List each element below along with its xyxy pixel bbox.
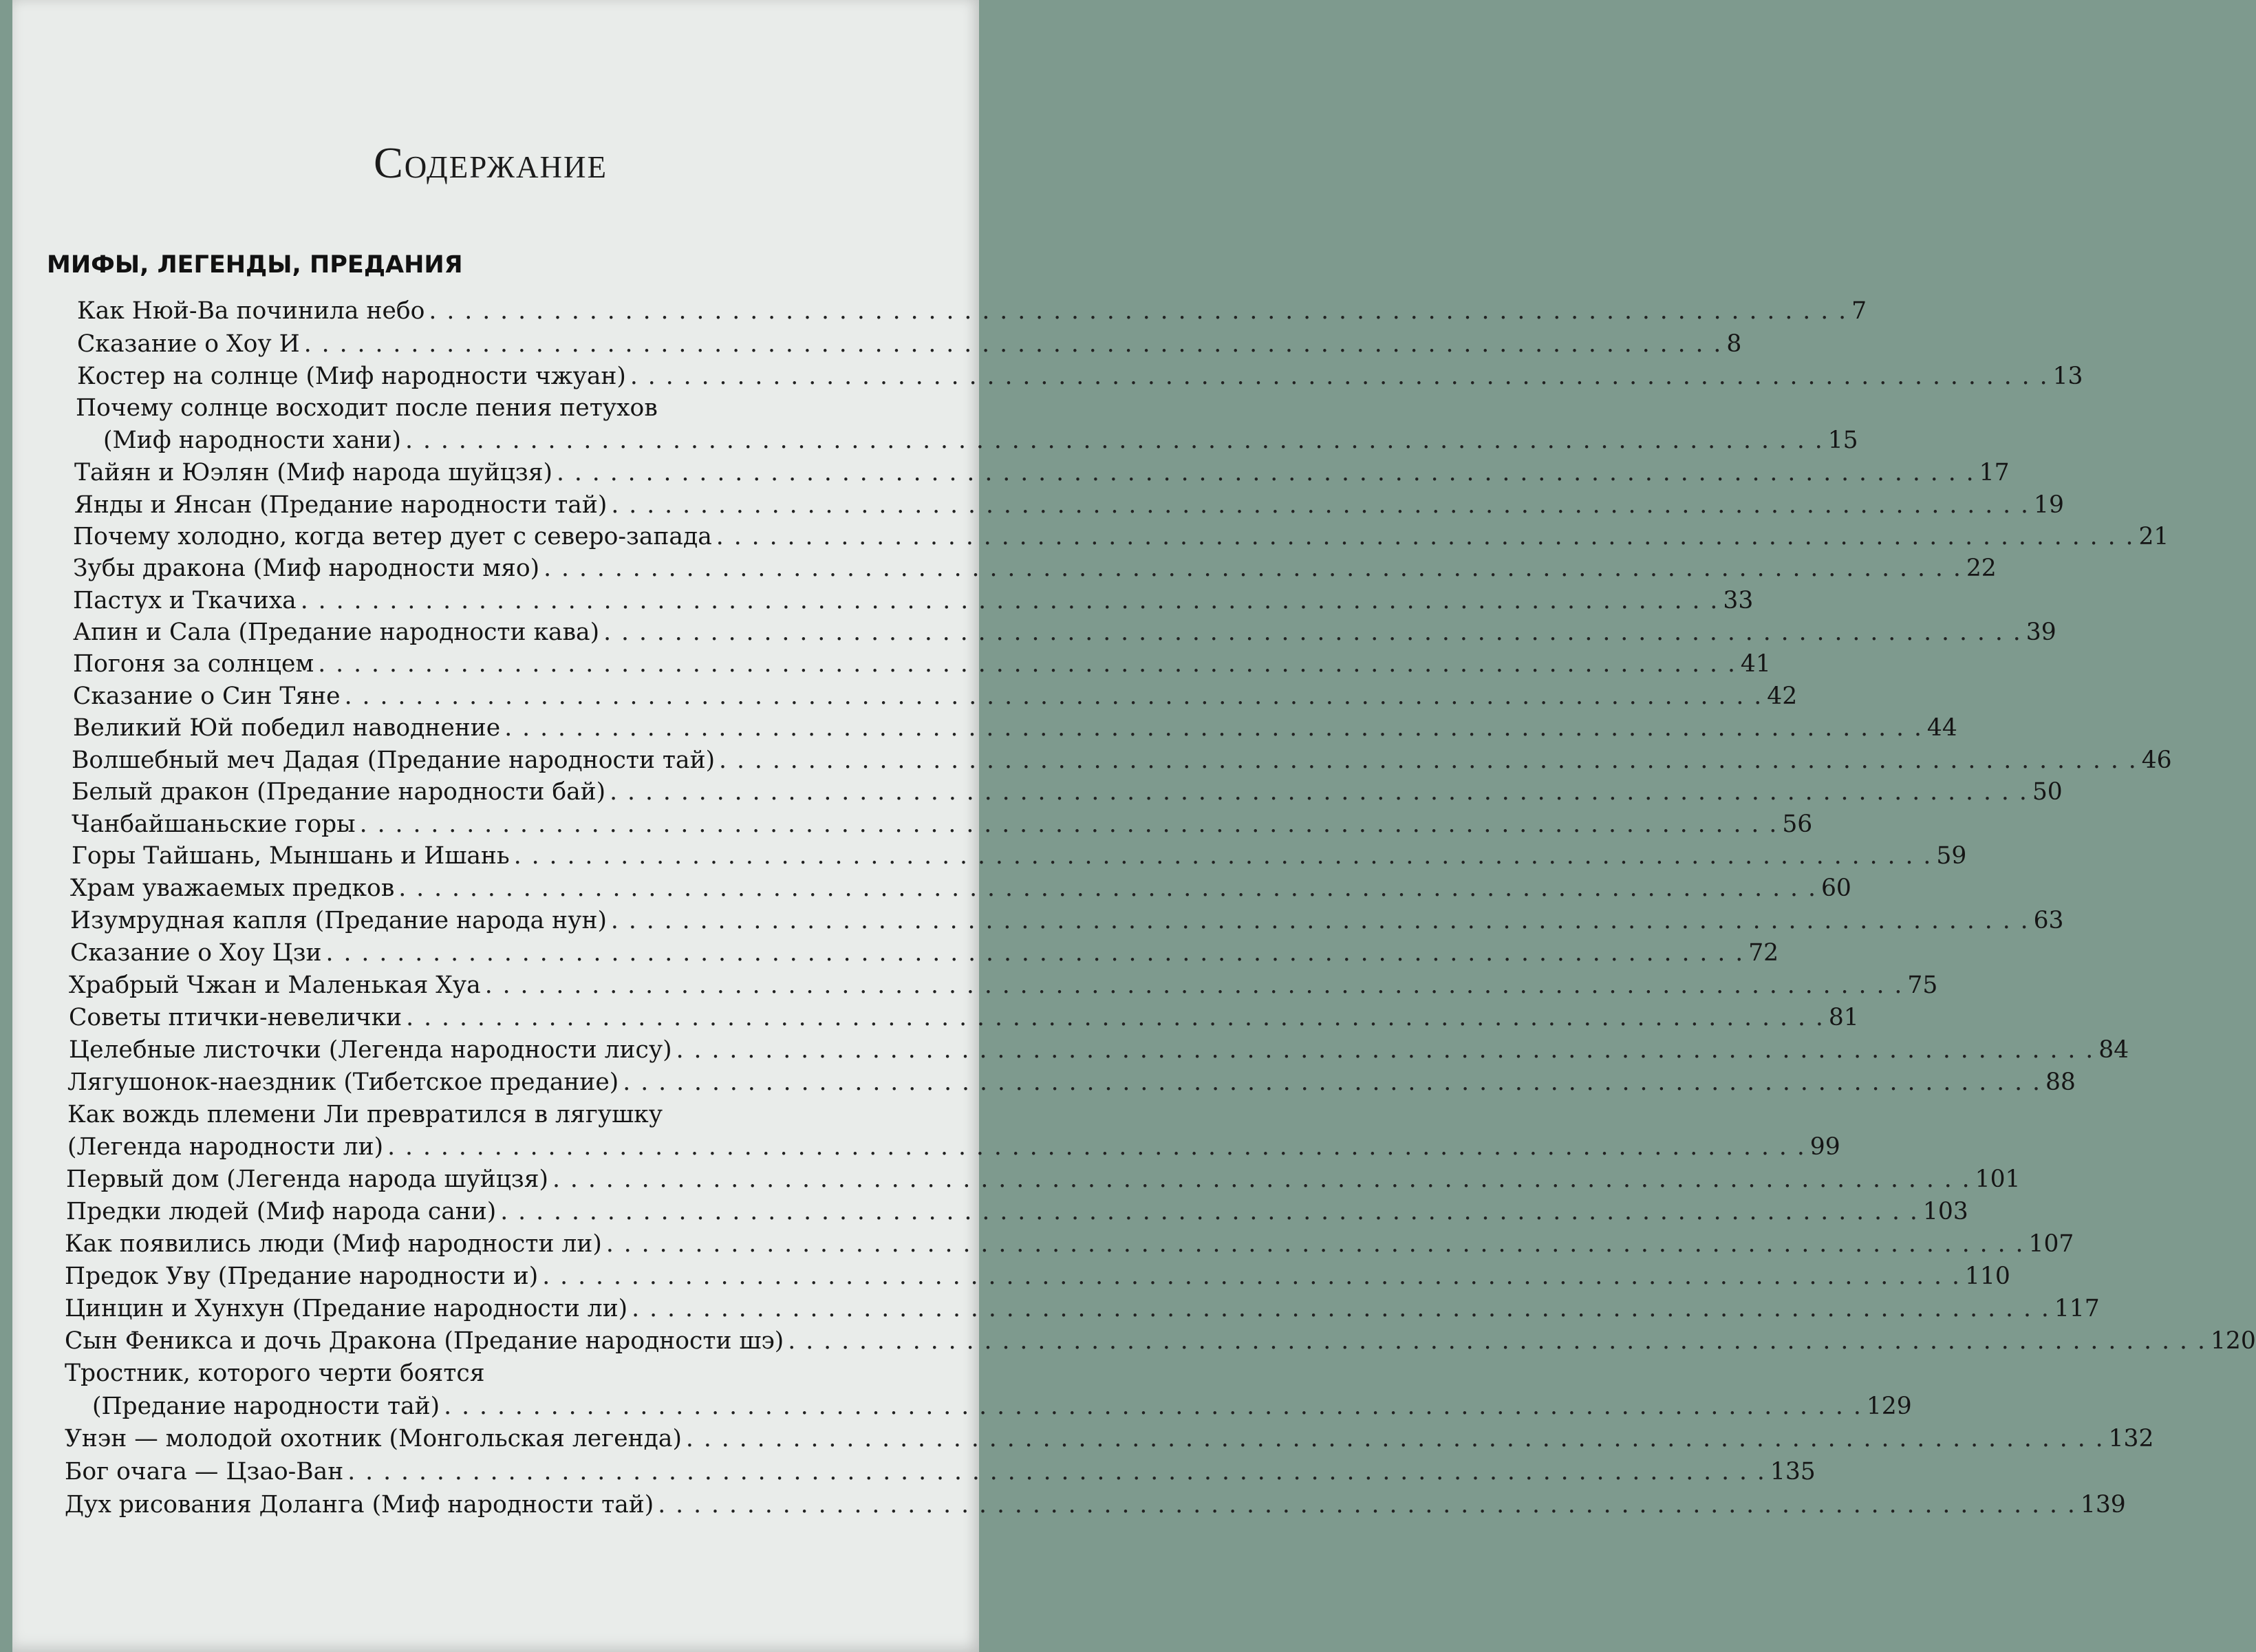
toc-entry-title: Изумрудная капля (Предание народа нун) <box>70 907 607 934</box>
toc-entry-title: Лягушонок-наездник (Тибетское предание) <box>67 1069 619 1096</box>
toc-page-number: 63 <box>2033 907 2064 934</box>
toc-page-number: 39 <box>2026 619 2056 646</box>
toc-entry-first-line: Почему солнце восходит после пения петухов <box>76 394 658 422</box>
toc-entry-title: Тайян и Юэлян (Миф народа шуйцзя) <box>74 459 552 486</box>
toc-entry <box>70 907 2064 934</box>
toc-entry <box>73 714 1957 742</box>
toc-leader-dots: . . . . . . . . . . . . . . . . . . . . . . . . . . . . . . . . . . . . . . . . . . . . . . . . . . . . . . . . . . . . . . . . . . . . . . . . . . . . . . . . <box>542 1263 1961 1290</box>
toc-entry <box>69 1004 1859 1031</box>
toc-leader-dots: . . . . . . . . . . . . . . . . . . . . . . . . . . . . . . . . . . . . . . . . . . . . . . . . . . . . . . . . . . . . . . . . . . . . . . . . . . . . . . . . <box>513 842 1933 870</box>
toc-entry-title: Белый дракон (Предание народности бай) <box>72 778 606 806</box>
toc-entry <box>72 778 2063 806</box>
toc-entry-title: Апин и Сала (Предание народности кава) <box>73 619 600 646</box>
toc-leader-dots: . . . . . . . . . . . . . . . . . . . . . . . . . . . . . . . . . . . . . . . . . . . . . . . . . . . . . . . . . . . . . . . . . . . . . . . . . . . . . . . . <box>610 907 2030 934</box>
page-title: Содержание <box>374 138 608 187</box>
toc-page-number: 101 <box>1975 1166 2021 1193</box>
toc-entry <box>72 747 2172 774</box>
toc-page-number: 139 <box>2080 1491 2126 1519</box>
toc-entry <box>65 1327 2256 1355</box>
toc-leader-dots: . . . . . . . . . . . . . . . . . . . . . . . . . . . . . . . . . . . . . . . . . . . . . . . . . . . . . . . . . . . . . . . . . . . . . . . . . . . . . . . . <box>398 875 1817 902</box>
toc-leader-dots: . . . . . . . . . . . . . . . . . . . . . . . . . . . . . . . . . . . . . . . . . . . . . . . . . . . . . . . . . . . . . . . . . . . . . . . . . . . . . . . . <box>344 683 1763 710</box>
toc-entry <box>70 939 1779 967</box>
toc-entry-title: Костер на солнце (Миф народности чжуан) <box>77 363 626 390</box>
toc-entry <box>65 1458 1816 1485</box>
toc-page-number: 33 <box>1723 587 1754 614</box>
toc-leader-dots: . . . . . . . . . . . . . . . . . . . . . . . . . . . . . . . . . . . . . . . . . . . . . . . . . . . . . . . . . . . . . . . . . . . . . . . . . . . . . . . . <box>429 297 1848 325</box>
toc-entry-title: (Предание народности тай) <box>92 1393 440 1420</box>
section-heading: МИФЫ, ЛЕГЕНДЫ, ПРЕДАНИЯ <box>47 251 463 279</box>
toc-entry <box>70 875 1851 902</box>
toc-entry-title: Унэн — молодой охотник (Монгольская легенда) <box>65 1425 682 1452</box>
toc-entry-title: Целебные листочки (Легенда народности лису) <box>69 1036 672 1064</box>
toc-entry <box>65 1263 2010 1290</box>
toc-leader-dots: . . . . . . . . . . . . . . . . . . . . . . . . . . . . . . . . . . . . . . . . . . . . . . . . . . . . . . . . . . . . . . . . . . . . . . . . . . . . . . . . <box>406 1004 1825 1031</box>
toc-leader-dots: . . . . . . . . . . . . . . . . . . . . . . . . . . . . . . . . . . . . . . . . . . . . . . . . . . . . . . . . . . . . . . . . . . . . . . . . . . . . . . . . <box>603 619 2022 646</box>
toc-entry-title: Чанбайшаньские горы <box>72 811 356 838</box>
toc-entry-title: Храм уважаемых предков <box>70 875 395 902</box>
toc-page-number: 120 <box>2210 1327 2256 1355</box>
toc-page-number: 132 <box>2108 1425 2154 1452</box>
toc-page-number: 56 <box>1782 811 1813 838</box>
toc-entry-title: Храбрый Чжан и Маленькая Хуа <box>69 972 481 999</box>
toc-page-number: 46 <box>2141 747 2172 774</box>
toc-leader-dots: . . . . . . . . . . . . . . . . . . . . . . . . . . . . . . . . . . . . . . . . . . . . . . . . . . . . . . . . . . . . . . . . . . . . . . . . . . . . . . . . <box>719 747 2138 774</box>
toc-leader-dots: . . . . . . . . . . . . . . . . . . . . . . . . . . . . . . . . . . . . . . . . . . . . . . . . . . . . . . . . . . . . . . . . . . . . . . . . . . . . . . . . <box>605 1230 2025 1258</box>
toc-entry <box>73 555 1997 582</box>
toc-entry-title: Великий Юй победил наводнение <box>73 714 501 742</box>
toc-leader-dots: . . . . . . . . . . . . . . . . . . . . . . . . . . . . . . . . . . . . . . . . . . . . . . . . . . . . . . . . . . . . . . . . . . . . . . . . . . . . . . . . <box>544 555 1962 582</box>
toc-page-number: 21 <box>2138 523 2169 550</box>
toc-leader-dots: . . . . . . . . . . . . . . . . . . . . . . . . . . . . . . . . . . . . . . . . . . . . . . . . . . . . . . . . . . . . . . . . . . . . . . . . . . . . . . . . <box>658 1491 2076 1519</box>
toc-entry-title: Волшебный меч Дадая (Предание народности тай) <box>72 747 716 774</box>
toc-entry-title: Сказание о Хоу И <box>77 330 300 358</box>
toc-entry-title: (Миф народности хани) <box>103 427 402 454</box>
toc-page-number: 60 <box>1820 875 1851 902</box>
toc-entry-title: Как Нюй-Ва починила небо <box>77 297 425 325</box>
toc-leader-dots: . . . . . . . . . . . . . . . . . . . . . . . . . . . . . . . . . . . . . . . . . . . . . . . . . . . . . . . . . . . . . . . . . . . . . . . . . . . . . . . . <box>504 714 1923 742</box>
toc-page-number: 84 <box>2098 1036 2129 1064</box>
toc-entry <box>103 427 1858 454</box>
toc-entry-first-line: Тростник, которого черти боятся <box>65 1360 485 1387</box>
toc-leader-dots: . . . . . . . . . . . . . . . . . . . . . . . . . . . . . . . . . . . . . . . . . . . . . . . . . . . . . . . . . . . . . . . . . . . . . . . . . . . . . . . . <box>716 523 2135 550</box>
toc-entry <box>67 1133 1840 1161</box>
toc-leader-dots: . . . . . . . . . . . . . . . . . . . . . . . . . . . . . . . . . . . . . . . . . . . . . . . . . . . . . . . . . . . . . . . . . . . . . . . . . . . . . . . . <box>685 1425 2105 1452</box>
toc-page-number: 81 <box>1828 1004 1859 1031</box>
toc-leader-dots: . . . . . . . . . . . . . . . . . . . . . . . . . . . . . . . . . . . . . . . . . . . . . . . . . . . . . . . . . . . . . . . . . . . . . . . . . . . . . . . . <box>788 1327 2206 1355</box>
toc-page-number: 107 <box>2028 1230 2074 1258</box>
toc-entry-title: Почему холодно, когда ветер дует с северо-запада <box>73 523 712 550</box>
toc-entry <box>74 459 2010 486</box>
toc-entry-title: Дух рисования Доланга (Миф народности тай) <box>65 1491 654 1519</box>
toc-page-number: 135 <box>1770 1458 1816 1485</box>
toc-entry-title: Зубы дракона (Миф народности мяо) <box>73 555 540 582</box>
toc-entry-title: Как появились люди (Миф народности ли) <box>65 1230 602 1258</box>
toc-leader-dots: . . . . . . . . . . . . . . . . . . . . . . . . . . . . . . . . . . . . . . . . . . . . . . . . . . . . . . . . . . . . . . . . . . . . . . . . . . . . . . . . <box>300 587 1719 614</box>
toc-leader-dots: . . . . . . . . . . . . . . . . . . . . . . . . . . . . . . . . . . . . . . . . . . . . . . . . . . . . . . . . . . . . . . . . . . . . . . . . . . . . . . . . <box>500 1198 1919 1225</box>
toc-entry <box>72 811 1813 838</box>
toc-entry <box>73 523 2169 550</box>
toc-entry <box>67 1069 2076 1096</box>
toc-entry <box>77 297 1867 325</box>
toc-entry-first-line: Как вождь племени Ли превратился в лягушку <box>67 1101 663 1128</box>
toc-page-number: 41 <box>1740 650 1771 678</box>
toc-entry-title: Бог очага — Цзао-Ван <box>65 1458 344 1485</box>
toc-page-number: 44 <box>1926 714 1957 742</box>
toc-entry-title: Советы птички-невелички <box>69 1004 402 1031</box>
toc-leader-dots: . . . . . . . . . . . . . . . . . . . . . . . . . . . . . . . . . . . . . . . . . . . . . . . . . . . . . . . . . . . . . . . . . . . . . . . . . . . . . . . . <box>347 1458 1766 1485</box>
toc-entry-title: Предки людей (Миф народа сани) <box>66 1198 497 1225</box>
toc-entry-title: Пастух и Ткачиха <box>73 587 297 614</box>
toc-page-number: 50 <box>2032 778 2063 806</box>
toc-page-number: 15 <box>1827 427 1858 454</box>
toc-leader-dots: . . . . . . . . . . . . . . . . . . . . . . . . . . . . . . . . . . . . . . . . . . . . . . . . . . . . . . . . . . . . . . . . . . . . . . . . . . . . . . . . <box>303 330 1723 358</box>
toc-entry-title: Погоня за солнцем <box>73 650 314 678</box>
toc-page-number: 19 <box>2034 491 2064 519</box>
toc-page-number: 129 <box>1866 1393 1912 1420</box>
toc-entry-title: Горы Тайшань, Мыншань и Ишань <box>72 842 510 870</box>
toc-entry-title: Сказание о Хоу Цзи <box>70 939 322 967</box>
toc-leader-dots: . . . . . . . . . . . . . . . . . . . . . . . . . . . . . . . . . . . . . . . . . . . . . . . . . . . . . . . . . . . . . . . . . . . . . . . . . . . . . . . . <box>359 811 1779 838</box>
toc-entry <box>73 683 1798 710</box>
toc-leader-dots: . . . . . . . . . . . . . . . . . . . . . . . . . . . . . . . . . . . . . . . . . . . . . . . . . . . . . . . . . . . . . . . . . . . . . . . . . . . . . . . . <box>405 427 1824 454</box>
toc-page-number: 117 <box>2054 1295 2100 1322</box>
toc-entry <box>65 1491 2126 1519</box>
toc-page-number: 13 <box>2052 363 2083 390</box>
toc-page-number: 42 <box>1767 683 1798 710</box>
toc-leader-dots: . . . . . . . . . . . . . . . . . . . . . . . . . . . . . . . . . . . . . . . . . . . . . . . . . . . . . . . . . . . . . . . . . . . . . . . . . . . . . . . . <box>611 491 2030 519</box>
toc-entry-title: Янды и Янсан (Предание народности тай) <box>74 491 608 519</box>
toc-page-number: 22 <box>1966 555 1997 582</box>
toc-entry <box>74 491 2064 519</box>
toc-leader-dots: . . . . . . . . . . . . . . . . . . . . . . . . . . . . . . . . . . . . . . . . . . . . . . . . . . . . . . . . . . . . . . . . . . . . . . . . . . . . . . . . <box>325 939 1745 967</box>
toc-page-number: 8 <box>1726 330 1742 358</box>
toc-entry <box>66 1198 1968 1225</box>
toc-entry <box>69 1036 2129 1064</box>
toc-entry <box>65 1295 2100 1322</box>
toc-entry-title: Предок Уву (Предание народности и) <box>65 1263 539 1290</box>
toc-leader-dots: . . . . . . . . . . . . . . . . . . . . . . . . . . . . . . . . . . . . . . . . . . . . . . . . . . . . . . . . . . . . . . . . . . . . . . . . . . . . . . . . <box>484 972 1904 999</box>
toc-leader-dots: . . . . . . . . . . . . . . . . . . . . . . . . . . . . . . . . . . . . . . . . . . . . . . . . . . . . . . . . . . . . . . . . . . . . . . . . . . . . . . . . <box>318 650 1737 678</box>
toc-leader-dots: . . . . . . . . . . . . . . . . . . . . . . . . . . . . . . . . . . . . . . . . . . . . . . . . . . . . . . . . . . . . . . . . . . . . . . . . . . . . . . . . <box>676 1036 2095 1064</box>
toc-page-number: 103 <box>1922 1198 1968 1225</box>
toc-page-number: 88 <box>2045 1069 2076 1096</box>
toc-leader-dots: . . . . . . . . . . . . . . . . . . . . . . . . . . . . . . . . . . . . . . . . . . . . . . . . . . . . . . . . . . . . . . . . . . . . . . . . . . . . . . . . <box>610 778 2028 806</box>
toc-entry-title: Цинцин и Хунхун (Предание народности ли) <box>65 1295 628 1322</box>
toc-entry <box>77 330 1742 358</box>
toc-leader-dots: . . . . . . . . . . . . . . . . . . . . . . . . . . . . . . . . . . . . . . . . . . . . . . . . . . . . . . . . . . . . . . . . . . . . . . . . . . . . . . . . <box>556 459 1975 486</box>
toc-entry <box>73 587 1754 614</box>
toc-leader-dots: . . . . . . . . . . . . . . . . . . . . . . . . . . . . . . . . . . . . . . . . . . . . . . . . . . . . . . . . . . . . . . . . . . . . . . . . . . . . . . . . <box>387 1133 1806 1161</box>
toc-leader-dots: . . . . . . . . . . . . . . . . . . . . . . . . . . . . . . . . . . . . . . . . . . . . . . . . . . . . . . . . . . . . . . . . . . . . . . . . . . . . . . . . <box>632 1295 2050 1322</box>
toc-page-number: 7 <box>1851 297 1867 325</box>
toc-entry <box>66 1166 2021 1193</box>
toc-entry <box>73 619 2056 646</box>
toc-page-number: 99 <box>1809 1133 1840 1161</box>
toc-entry <box>72 842 1967 870</box>
toc-entry-title: (Легенда народности ли) <box>67 1133 384 1161</box>
toc-entry-title: Сказание о Син Тяне <box>73 683 341 710</box>
toc-leader-dots: . . . . . . . . . . . . . . . . . . . . . . . . . . . . . . . . . . . . . . . . . . . . . . . . . . . . . . . . . . . . . . . . . . . . . . . . . . . . . . . . <box>623 1069 2041 1096</box>
toc-entry-title: Первый дом (Легенда народа шуйцзя) <box>66 1166 548 1193</box>
toc-leader-dots: . . . . . . . . . . . . . . . . . . . . . . . . . . . . . . . . . . . . . . . . . . . . . . . . . . . . . . . . . . . . . . . . . . . . . . . . . . . . . . . . <box>630 363 2049 390</box>
toc-page-number: 72 <box>1748 939 1779 967</box>
toc-page-number: 75 <box>1907 972 1938 999</box>
toc-entry <box>69 972 1938 999</box>
toc-entry <box>65 1425 2154 1452</box>
toc-entry <box>65 1230 2074 1258</box>
toc-entry <box>77 363 2083 390</box>
toc-page-number: 59 <box>1936 842 1967 870</box>
toc-leader-dots: . . . . . . . . . . . . . . . . . . . . . . . . . . . . . . . . . . . . . . . . . . . . . . . . . . . . . . . . . . . . . . . . . . . . . . . . . . . . . . . . <box>444 1393 1862 1420</box>
toc-entry-title: Сын Феникса и дочь Дракона (Предание народности шэ) <box>65 1327 784 1355</box>
toc-entry <box>92 1393 1912 1420</box>
toc-page-number: 110 <box>1964 1263 2010 1290</box>
toc-leader-dots: . . . . . . . . . . . . . . . . . . . . . . . . . . . . . . . . . . . . . . . . . . . . . . . . . . . . . . . . . . . . . . . . . . . . . . . . . . . . . . . . <box>552 1166 1971 1193</box>
toc-page-number: 17 <box>1979 459 2010 486</box>
toc-entry <box>73 650 1771 678</box>
